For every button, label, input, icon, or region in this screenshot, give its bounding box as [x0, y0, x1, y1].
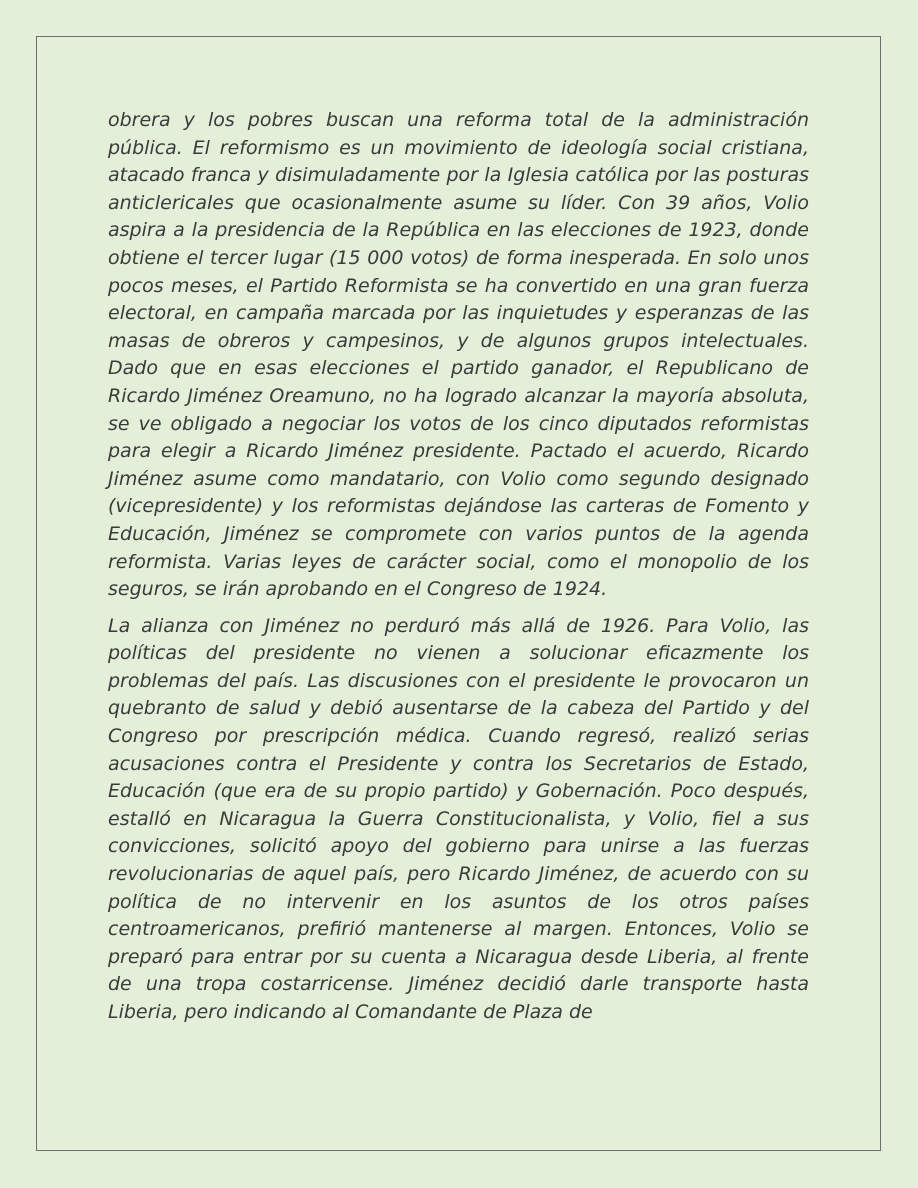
body-text: [108, 107, 809, 1027]
paragraph-1: obrera y los pobres buscan una reforma total de la administración pública. El reformismo es un movimiento de ideología social cristiana, atacado franca y disimuladamente por la Iglesia católica por las posturas anticlericales que ocasionalmente asume su líder. Con 39 años, Volio aspira a la presidencia de la República en las elecciones de 1923, donde obtiene el tercer lugar (15 000 votos) de forma inesperada. En solo unos pocos meses, el Partido Reformista se ha convertido en una gran fuerza electoral, en campaña marcada por las inquietudes y esperanzas de las masas de obreros y campesinos, y de algunos grupos intelectuales. Dado que en esas elecciones el partido ganador, el Republicano de Ricardo Jiménez Oreamuno, no ha logrado alcanzar la mayoría absoluta, se ve obligado a negociar los votos de los cinco diputados reformistas para elegir a Ricardo Jiménez presidente. Pactado el acuerdo, Ricardo Jiménez asume como mandatario, con Volio como segundo designado (vicepresidente) y los reformistas dejándose las carteras de Fomento y Educación, Jiménez se compromete con varios puntos de la agenda reformista. Varias leyes de carácter social, como el monopolio de los seguros, se irán aprobando en el Congreso de 1924.: [108, 109, 809, 601]
paragraph-2: La alianza con Jiménez no perduró más allá de 1926. Para Volio, las políticas del presidente no vienen a solucionar eficazmente los problemas del país. Las discusiones con el presidente le provocaron un quebranto de salud y debió ausentarse de la cabeza del Partido y del Congreso por prescripción médica. Cuando regresó, realizó serias acusaciones contra el Presidente y contra los Secretarios de Estado, Educación (que era de su propio partido) y Gobernación. Poco después, estalló en Nicaragua la Guerra Constitucionalista, y Volio, fiel a sus convicciones, solicitó apoyo del gobierno para unirse a las fuerzas revolucionarias de aquel país, pero Ricardo Jiménez, de acuerdo con su política de no intervenir en los asuntos de los otros países centroamericanos, prefirió mantenerse al margen. Entonces, Volio se preparó para entrar por su cuenta a Nicaragua desde Liberia, al frente de una tropa costarricense. Jiménez decidió darle transporte hasta Liberia, pero indicando al Comandante de Plaza de: [108, 614, 809, 1023]
